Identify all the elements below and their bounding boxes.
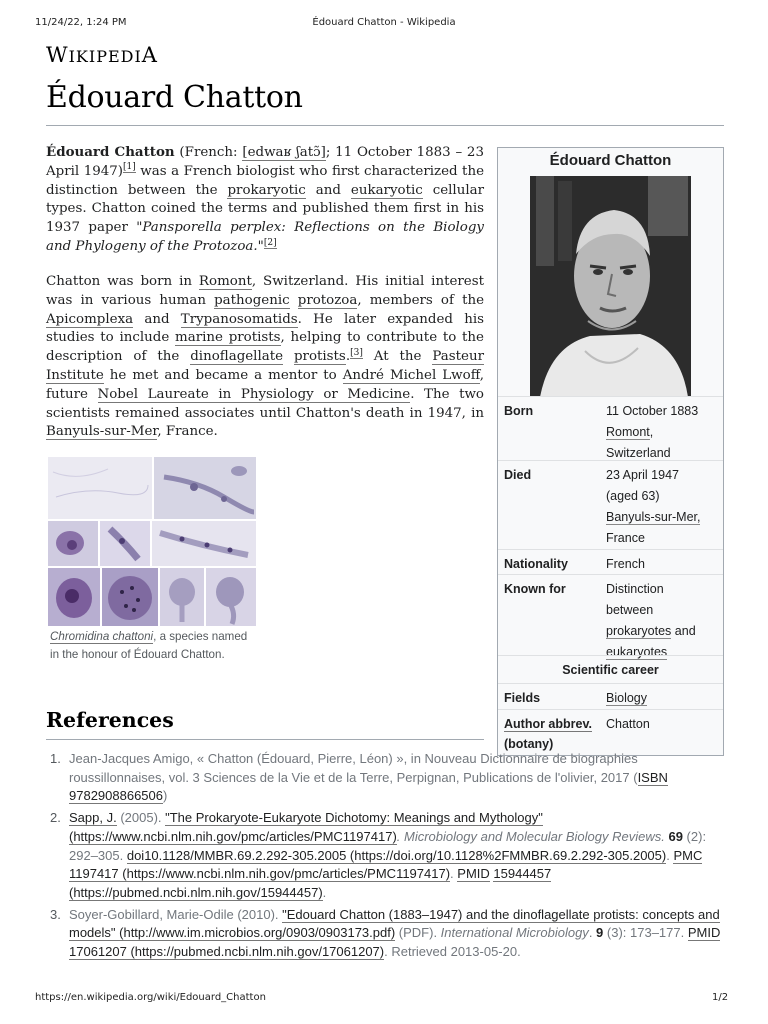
link-chromidina-chattoni[interactable]: Chromidina chattoni [50, 630, 154, 643]
link-prokaryotes[interactable]: prokaryotes [606, 624, 672, 638]
separator: . [588, 925, 597, 941]
born-date: 11 October 1883 [606, 404, 699, 418]
link-apicomplexa[interactable]: Apicomplexa [46, 311, 134, 327]
born-value: 11 October 1883 Romont, Switzerland [606, 404, 699, 460]
reference-1 [50, 750, 722, 806]
print-datetime: 11/24/22, 1:24 PM [35, 17, 127, 28]
text: Chatton was born in [46, 274, 199, 289]
died-age: (aged 63) [606, 489, 660, 503]
text: was a French biologist who first characterized the distinction between the [46, 163, 484, 198]
infobox-section-scientific-career: Scientific career [498, 655, 723, 684]
text [283, 349, 294, 364]
reference-end: . [322, 884, 327, 900]
journal-name: . Microbiology and Molecular Biology Reviews. [396, 828, 669, 844]
link-nobel-laureate[interactable]: Nobel Laureate in Physiology or Medicine [97, 386, 411, 402]
wikipedia-wordmark[interactable] [46, 43, 158, 67]
text: (French: [174, 145, 243, 160]
reference-number: 3. [50, 906, 61, 922]
link-romont[interactable]: Romont [198, 274, 252, 289]
micrograph-9 [206, 568, 256, 626]
micrograph-2 [154, 457, 256, 519]
bio-paragraph [46, 273, 484, 442]
link-banyuls[interactable]: Banyuls-sur-Mer [46, 424, 158, 440]
infobox [497, 147, 724, 756]
reference-author: Soyer-Gobillard, Marie-Odile (2010). [69, 906, 283, 922]
article-title-link[interactable]: "Edouard Chatton (1883–1947) and the dinoflagellate protists: concepts and models" (http://www.im.microbios.org/0903/0903173.pdf) [69, 906, 720, 941]
link-pasteur-institute[interactable]: Pasteur Institute [46, 349, 484, 383]
article-title-link[interactable]: "The Prokaryote-Eukaryote Dichotomy: Meanings and Mythology" (https://www.ncbi.nlm.nih.gov/pmc/articles/PMC1197417) [69, 810, 543, 844]
author-abbrev-value: Chatton [606, 717, 650, 731]
link-pathogenic[interactable]: pathogenic [214, 292, 290, 308]
reference-2 [50, 809, 722, 903]
separator: . [450, 866, 458, 882]
citation-3[interactable]: [3] [350, 347, 363, 358]
isbn-link[interactable]: 9782908866506 [69, 788, 163, 804]
link-marine-protists[interactable]: marine protists [175, 330, 281, 346]
reference-list [50, 750, 722, 965]
reference-year: (2005). [116, 810, 166, 826]
micrograph-8 [160, 568, 204, 626]
wordmark-rest: IKIPEDI [68, 47, 142, 66]
chromidina-micrographs[interactable] [48, 457, 256, 627]
print-doc-title: Édouard Chatton - Wikipedia [312, 17, 456, 28]
pdf-marker: (PDF). [395, 925, 441, 941]
intro-paragraph [46, 143, 484, 257]
figure-caption [50, 628, 255, 664]
link-romont-infobox[interactable]: Romont [606, 425, 650, 439]
text: , members of the [357, 292, 484, 308]
reference-number: 1. [50, 751, 61, 766]
journal-name: International Microbiology [440, 925, 589, 941]
link-eukaryotes[interactable]: eukaryotes [606, 645, 668, 659]
micrograph-7 [102, 568, 158, 626]
pmc-link[interactable]: PMC 1197417 (https://www.ncbi.nlm.nih.gov/pmc/articles/PMC1197417) [69, 847, 703, 882]
text: and [305, 182, 351, 198]
nationality-value: French [606, 557, 645, 571]
link-biology[interactable]: Biology [606, 691, 647, 705]
author-abbrev-label[interactable] [504, 714, 592, 754]
infobox-row-fields [498, 683, 723, 709]
title-divider [46, 125, 724, 126]
text: cellular types. Chatton coined the terms and published them first in his 1937 paper [46, 182, 484, 236]
references-divider [46, 739, 484, 740]
citation-1[interactable]: [1] [123, 162, 136, 173]
known-for-value [606, 579, 706, 663]
author-abbrev-label-text: Author abbrev. [504, 717, 592, 731]
author-link[interactable]: Sapp, J. [69, 810, 117, 826]
citation-2[interactable]: [2] [263, 237, 277, 248]
micrograph-4 [100, 521, 150, 566]
references-heading: References [46, 708, 174, 732]
text: , future [46, 367, 484, 402]
infobox-row-author-abbrev [498, 709, 723, 756]
micrograph-6 [48, 568, 100, 626]
reference-3 [50, 906, 722, 962]
page-title: Édouard Chatton [46, 80, 303, 115]
died-date: 23 April 1947 [606, 468, 679, 482]
wordmark-last: A [141, 43, 158, 67]
infobox-row-born [498, 396, 723, 460]
fields-label: Fields [504, 691, 541, 705]
micrograph-3 [48, 521, 98, 566]
print-page-number: 1/2 [712, 992, 729, 1003]
link-eukaryotic[interactable]: eukaryotic [350, 182, 423, 198]
born-label: Born [504, 404, 534, 418]
retrieved-date: . Retrieved 2013-05-20. [384, 944, 521, 960]
nationality-label: Nationality [504, 557, 568, 571]
known-for-label: Known for [504, 582, 566, 596]
link-prokaryotic[interactable]: prokaryotic [227, 182, 306, 198]
text: . He later expanded his studies to include [46, 311, 484, 346]
infobox-row-known-for [498, 574, 723, 659]
volume: 69 [668, 828, 683, 844]
print-url: https://en.wikipedia.org/wiki/Edouard_Chatton [35, 992, 266, 1003]
infobox-row-nationality [498, 549, 723, 574]
text: , Switzerland. His initial interest was in various human [46, 274, 484, 308]
link-banyuls-infobox[interactable]: Banyuls-sur-Mer, [606, 510, 701, 524]
micrograph-1 [48, 457, 152, 519]
text: . [345, 349, 351, 365]
died-label: Died [504, 468, 532, 482]
died-value [606, 465, 718, 549]
reference-text: Jean-Jacques Amigo, « Chatton (Édouard, Pierre, Léon) », in Nouveau Dictionnaire de biographies roussillonnaises, vol. 3 Sciences de la Vie et de la Terre, Perpignan, Publications de l'olivier, 2017 ( [69, 751, 638, 785]
author-abbrev-botany: (botany) [504, 737, 554, 751]
doi-label-link[interactable]: doi [126, 847, 145, 863]
link-protists[interactable]: protists [293, 349, 346, 365]
caption-text: , a species named in the honour of Édouard Chatton. [50, 630, 248, 661]
pmid-label-link[interactable]: PMID [457, 866, 490, 882]
text [290, 293, 298, 308]
wordmark-first: W [46, 43, 69, 67]
isbn-label-link[interactable]: ISBN [637, 769, 668, 785]
pages: (2): 292–305. [69, 828, 707, 863]
reference-end: ) [163, 788, 168, 804]
doi-link[interactable]: 10.1128/MMBR.69.2.292-305.2005 (https://doi.org/10.1128%2FMMBR.69.2.292-305.2005) [144, 847, 667, 863]
infobox-title: Édouard Chatton [549, 152, 672, 169]
link-andre-lwoff[interactable]: André Michel Lwoff [342, 367, 480, 383]
micrograph-5 [152, 521, 256, 566]
pmid-label-link[interactable]: PMID [687, 925, 721, 941]
text: At the [362, 349, 433, 365]
ipa-link[interactable]: [edwaʁ ʃatɔ̃] [242, 145, 326, 160]
text: , helping to contribute to the description of the [46, 330, 484, 365]
link-dinoflagellate[interactable]: dinoflagellate [190, 349, 284, 365]
link-protozoa[interactable]: protozoa [297, 292, 358, 308]
pages: (3): 173–177. [603, 925, 688, 941]
text: ; 11 October 1883 – 23 April 1947) [46, 145, 484, 179]
known-and: and [671, 624, 696, 638]
text: , France. [157, 424, 218, 440]
born-country: Switzerland [606, 446, 671, 460]
subject-name: Édouard Chatton [46, 144, 175, 160]
separator: . [666, 847, 674, 863]
text: he met and became a mentor to [103, 367, 343, 383]
infobox-row-died [498, 460, 723, 549]
text: . The two scientists remained associates until Chatton's death in 1947, in [46, 386, 484, 421]
pmid-link[interactable]: 17061207 (https://pubmed.ncbi.nlm.nih.gov/17061207) [69, 944, 385, 960]
paper-title: "Pansporella perplex: Reflections on the Biology and Phylogeny of the Protozoa." [46, 220, 484, 254]
known-text: Distinction between [606, 582, 664, 617]
reference-number: 2. [50, 810, 61, 826]
volume: 9 [596, 925, 604, 941]
pmid-link[interactable]: 15944457 (https://pubmed.ncbi.nlm.nih.gov/15944457) [69, 866, 552, 900]
died-country: France [606, 531, 645, 545]
link-trypanosomatids[interactable]: Trypanosomatids [180, 311, 298, 327]
text: and [133, 311, 181, 327]
portrait-photo[interactable] [530, 176, 691, 397]
